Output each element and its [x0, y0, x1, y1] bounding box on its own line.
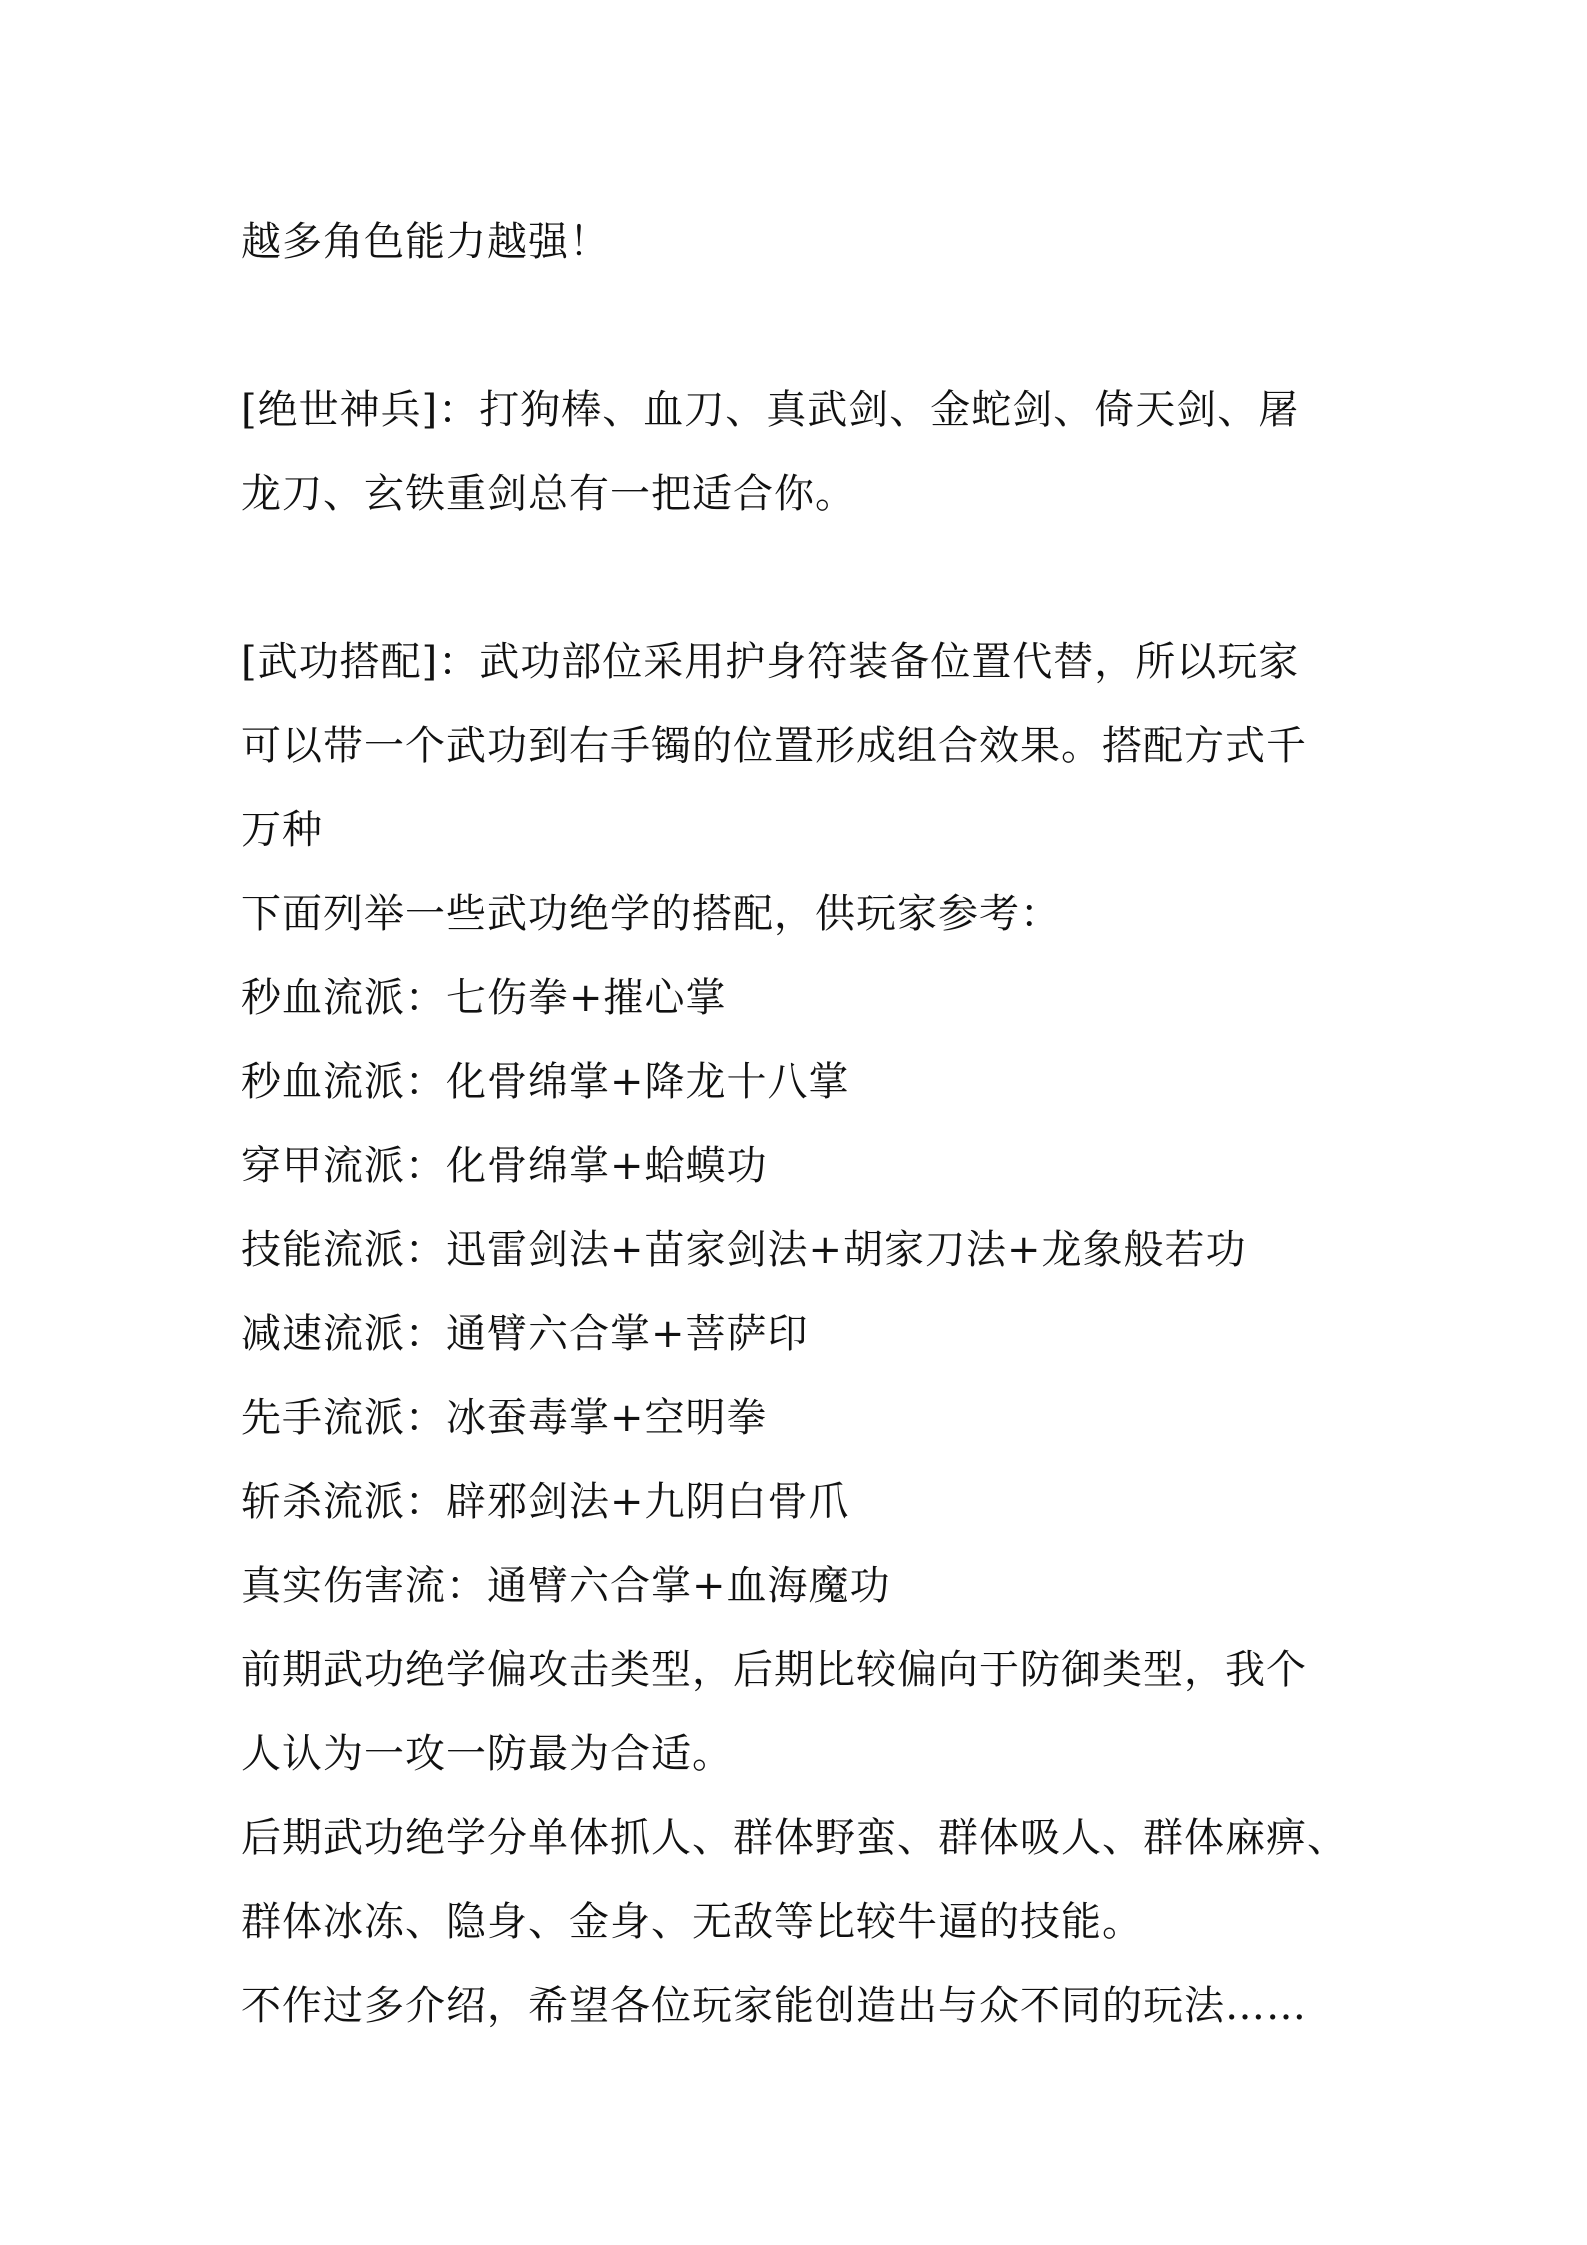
text-line: 人认为一攻一防最为合适。 [241, 1731, 733, 1777]
combo-line: 先手流派：冰蚕毒掌+空明拳 [241, 1395, 768, 1441]
combo-line: 斩杀流派：辟邪剑法+九阴白骨爪 [241, 1479, 850, 1525]
text-line: 可以带一个武功到右手镯的位置形成组合效果。搭配方式千 [241, 723, 1307, 769]
text-line: 下面列举一些武功绝学的搭配，供玩家参考： [241, 891, 1061, 937]
combo-line: 穿甲流派：化骨绵掌+蛤蟆功 [241, 1143, 768, 1189]
text-line: 越多角色能力越强！ [241, 219, 610, 265]
paragraph-spacer [241, 536, 1361, 620]
text-line: 不作过多介绍，希望各位玩家能创造出与众不同的玩法…… [241, 1983, 1307, 2029]
text-line: 后期武功绝学分单体抓人、群体野蛮、群体吸人、群体麻痹、 [241, 1815, 1348, 1861]
combo-line: 秒血流派：七伤拳+摧心掌 [241, 975, 727, 1021]
text-line: 龙刀、玄铁重剑总有一把适合你。 [241, 471, 856, 517]
combo-line: 技能流派：迅雷剑法+苗家剑法+胡家刀法+龙象般若功 [241, 1227, 1247, 1273]
text-line: 万种 [241, 807, 323, 853]
paragraph-spacer [241, 284, 1361, 368]
combo-line: 真实伤害流：通臂六合掌+血海魔功 [241, 1563, 891, 1609]
text-line: [绝世神兵]：打狗棒、血刀、真武剑、金蛇剑、倚天剑、屠 [241, 387, 1300, 433]
text-line: 群体冰冻、隐身、金身、无敌等比较牛逼的技能。 [241, 1899, 1143, 1945]
text-line: 前期武功绝学偏攻击类型，后期比较偏向于防御类型，我个 [241, 1647, 1307, 1693]
combo-line: 秒血流派：化骨绵掌+降龙十八掌 [241, 1059, 850, 1105]
document-body [241, 200, 1361, 2048]
text-line: [武功搭配]：武功部位采用护身符装备位置代替，所以玩家 [241, 639, 1300, 685]
combo-line: 减速流派：通臂六合掌+菩萨印 [241, 1311, 809, 1357]
